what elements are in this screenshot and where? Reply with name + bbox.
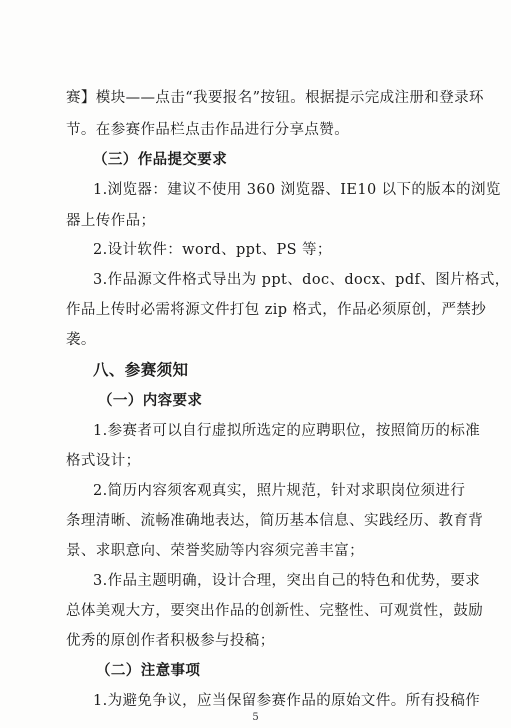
paragraph-line: 袭。: [66, 332, 96, 348]
paragraph-line: 条理清晰、流畅准确地表达，简历基本信息、实践经历、教育背: [66, 513, 484, 529]
paragraph-line: 2.设计软件：word、ppt、PS 等；: [93, 242, 332, 258]
paragraph-line: 2.简历内容须客观真实，照片规范，针对求职岗位须进行: [93, 483, 466, 499]
paragraph-line: 3.作品主题明确，设计合理，突出自己的特色和优势，要求: [93, 573, 481, 589]
paragraph-line: 格式设计；: [66, 453, 141, 469]
paragraph-line: 优秀的原创作者积极参与投稿；: [66, 633, 275, 649]
page-number: 5: [252, 712, 259, 723]
paragraph-line: 3.作品源文件格式导出为 ppt、doc、docx、pdf、图片格式，: [93, 272, 510, 288]
paragraph-line: 器上传作品；: [66, 213, 156, 229]
paragraph-line: 赛】模块——点击“我要报名”按钮。根据提示完成注册和登录环: [66, 90, 484, 106]
paragraph-line: 1.浏览器：建议不使用 360 浏览器、IE10 以下的版本的浏览: [93, 182, 501, 198]
section-heading-participation-notice: 八、参赛须知: [93, 361, 189, 379]
section-heading-content-requirements: （一）内容要求: [98, 392, 203, 409]
section-heading-submission-requirements: （三）作品提交要求: [93, 151, 228, 168]
paragraph-line: 1.参赛者可以自行虚拟所选定的应聘职位，按照简历的标准: [93, 423, 481, 439]
paragraph-line: 1.为避免争议，应当保留参赛作品的原始文件。所有投稿作: [93, 693, 481, 709]
paragraph-line: 节。在参赛作品栏点击作品进行分享点赞。: [66, 122, 350, 138]
paragraph-line: 作品上传时必需将源文件打包 zip 格式，作品必须原创，严禁抄: [66, 302, 487, 318]
section-heading-notes: （二）注意事项: [96, 662, 201, 679]
paragraph-line: 总体美观大方，要突出作品的创新性、完整性、可观赏性，鼓励: [66, 603, 484, 619]
paragraph-line: 景、求职意向、荣誉奖励等内容须完善丰富；: [66, 543, 364, 559]
